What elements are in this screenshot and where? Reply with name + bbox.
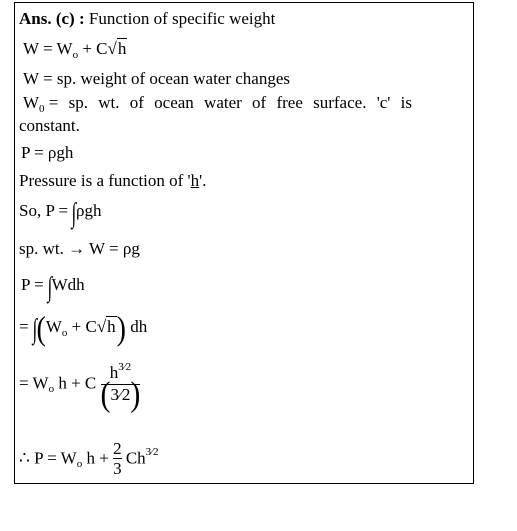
equation-integrated: = $W_o$ h + C $\frac{h^{3⁄2}}{(3⁄2)}$ (19, 361, 141, 414)
sqrt-symbol: √h (107, 39, 127, 58)
equation-pressure: P = ρgh (21, 143, 74, 162)
line-constant: constant. (19, 116, 80, 135)
equation-integral-w: P = ∫Wdh (21, 272, 85, 303)
solution-box (14, 2, 474, 484)
line-weight-def: W = sp. weight of ocean water changes (23, 69, 291, 88)
fraction: $\frac{2}{3}$ (113, 439, 122, 478)
integral-symbol: ∫ (71, 198, 77, 229)
integral-symbol: ∫ (32, 314, 37, 345)
line-w0-def: $W_0$ = sp. wt. of ocean water of free surface. 'c' is (23, 93, 412, 115)
heading-line (19, 9, 275, 29)
equation-integral-rho: So, P = ∫ρgh (19, 198, 102, 229)
line-pressure-function: Pressure is a function of 'h'. (19, 171, 207, 190)
integral-symbol: ∫ (47, 272, 53, 303)
equation-specific-weight-def: sp. wt. → W = ρg (19, 239, 140, 258)
equation-specific-weight: $W = W_o + C√h$ (23, 39, 127, 61)
equation-integral-expanded: = $\int(W_o + C√h)$ dh (19, 310, 148, 348)
answer-label: Ans. (c) : (19, 9, 85, 28)
fraction: $\frac{h^{3⁄2}}{(3⁄2)}$ (100, 361, 141, 414)
equation-final: ∴ $P = W_o$ h + $\frac{2}{3}$ $Ch^{3⁄2}$ (19, 439, 159, 478)
heading-text: Function of specific weight (88, 9, 276, 28)
sqrt-symbol: √h (96, 317, 116, 336)
